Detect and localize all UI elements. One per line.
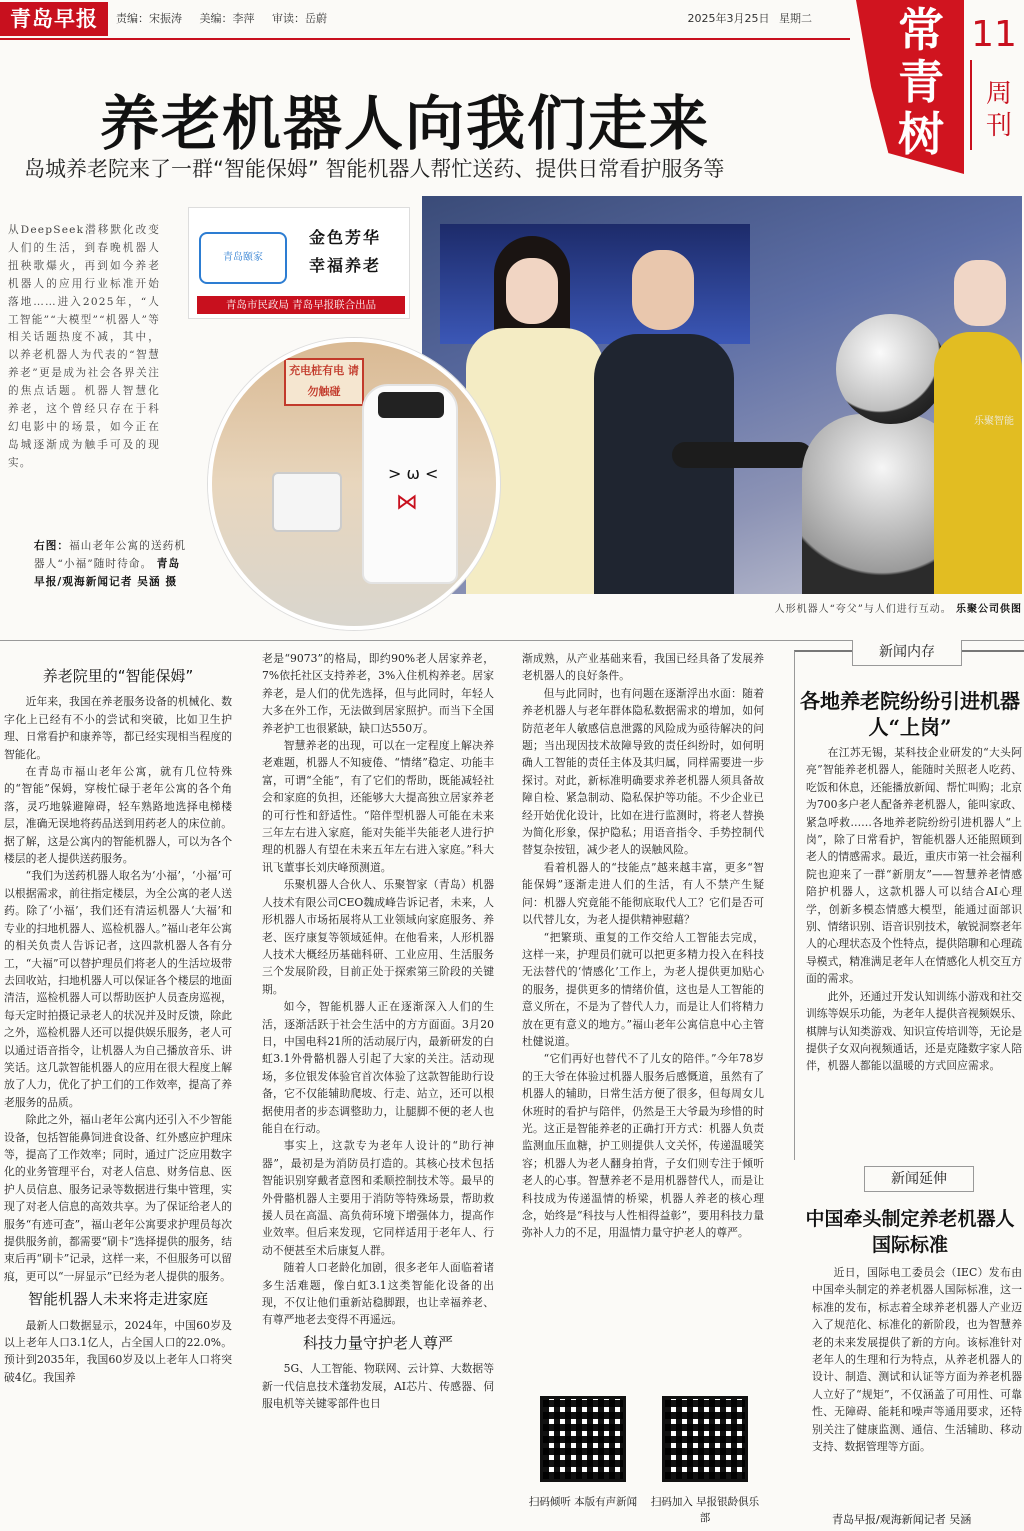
sidebar-tab-news: 新闻内存 xyxy=(852,640,962,666)
qr-label-club: 扫码加入 早报银龄俱乐部 xyxy=(650,1496,760,1524)
charging-sign: 充电桩有电 请勿触碰 xyxy=(284,358,364,406)
robot-head xyxy=(836,314,946,424)
paragraph: 事实上，这款专为老年人设计的“助行神器”，最初是为消防员打造的。其核心技术包括智能识别穿戴者意图和柔顺控制技术等。最早的外骨骼机器人主要用于消防等特殊场景，帮助救援人员在高温、高负荷环境下增强体力，提高作业效率。但后来发现，它同样适用于老年人、行动不便甚至术后康复人群。 xyxy=(262,1139,494,1257)
paragraph: 看着机器人的“技能点”越来越丰富，更多“智能保姆”逐渐走进人们的生活，有人不禁产生疑问：机器人究竟能不能彻底取代人工？它们是否可以代替儿女，为老人提供精神慰藉？ xyxy=(522,860,764,927)
paragraph: 老是“9073”的格局，即约90%老人居家养老，7%依托社区支持养老，3%入住机构养老。居家养老，是人们的优先选择，但与此同时，年轻人大多在外工作，无法做到居家照护。而当下全国养老护工也很紧缺，缺口达550万。 xyxy=(262,652,494,735)
main-photo-caption xyxy=(722,600,1022,615)
robot-arm xyxy=(672,442,812,468)
delivery-robot-xiaofu xyxy=(362,384,458,584)
column-badge xyxy=(188,207,410,319)
man-figure xyxy=(594,250,734,594)
paragraph: 在江苏无锡，某科技企业研发的“大头阿亮”智能养老机器人，能随时关照老人吃药、吃饭和休息，还能播放新闻、帮忙叫购；北京为700多户老人配备养老机器人，能叫家政、紧急呼救……各地养老院纷纷引进机器人“上岗”，除了日常看护，智能机器人还能照顾到老人的情感需求。最近，重庆市第一社会福利院也迎来了一群“新朋友”——智慧养老情感陪护机器人，这款机器人可以结合AI心理学，创新多模态情感大模型，能通过面部识别、情绪识别、语音识别技术，敏锐洞察老年人的心理状态及个性特点，提供陪聊和心理疏导模式，精准满足老年人在情感化人机交互方面的需求。 xyxy=(806,746,1022,986)
paragraph: 在青岛市福山老年公寓，就有几位特殊的“智能”保姆，穿梭忙碌于老年公寓的各个角落，灵巧地躲避障碍，轻车熟路地选择电梯楼层，准确无误地将药品送到用药老人的床位前。据了解，这是公寓内的智能机器人，可以为各个楼层的老人提供送药服务。 xyxy=(4,765,232,866)
paragraph: “把繁琐、重复的工作交给人工智能去完成，这样一来，护理员们就可以把更多精力投入在科技无法替代的‘情感化’工作上，为老人提供更加贴心的服务，提供更多的情绪价值，这也是人工智能的意义所在，不是为了替代人力，而是让人们将精力放在更有意义的地方。”福山老年公寓信息中心主管杜健说道。 xyxy=(522,930,764,1048)
paragraph: 此外，还通过开发认知训练小游戏和社交训练等娱乐功能，为老年人提供音视频娱乐、棋牌与认知类游戏、知识宣传培训等，无论是提供子女双向视频通话，还是克隆数字家人陪伴，机器人都能以温暖的方式回应需求。 xyxy=(806,989,1022,1073)
paragraph: 最新人口数据显示，2024年，中国60岁及以上老年人口3.1亿人，占全国人口的22.0%。预计到2035年，我国60岁及以上老年人口将突破4亿。我国养 xyxy=(4,1318,232,1384)
article-column-1 xyxy=(4,662,232,1386)
paragraph: “我们为送药机器人取名为‘小福’，‘小福’可以根据需求，前往指定楼层，为全公寓的老人送药。除了‘小福’，我们还有清运机器人‘大福’和专业的扫地机器人、巡检机器人。”福山老年公寓的相关负责人告诉记者，这四款机器人各有分工，“大福”可以替护理员们将老人的生活垃圾带去回收站，扫地机器人可以保证各个楼层的地面清洁，巡检机器人可以帮助医护人员查房巡视，每天定时拍摄记录老人的状况并及时反馈，除此之外，巡检机器人还可以提供娱乐服务，老人可以通过语音指令，让机器人为自己播放音乐、讲笑话。这几款智能机器人的应用在很大程度上解放了人力，优化了护工们的工作效率，提高了养老服务的品质。 xyxy=(4,869,232,1109)
paragraph: 如今，智能机器人正在逐渐深入人们的生活，逐渐活跃于社会生活中的方方面面。3月20日，中国电科21所的活动展厅内，最新研发的白虹3.1外骨骼机器人引起了大家的关注。活动现场，多位银发体验官首次体验了这款智能助行设备，它不仅能辅助爬坡、行走、站立，还可以根据使用者的步态调整助力，让腿脚不便的老人也能自在行动。 xyxy=(262,1000,494,1135)
issue-weekday: 星期二 xyxy=(779,12,812,25)
credit-proofreader: 审读：岳蔚 xyxy=(272,12,327,25)
paragraph: 渐成熟，从产业基础来看，我国已经具备了发展养老机器人的良好条件。 xyxy=(522,652,764,683)
article-column-3 xyxy=(522,650,764,1242)
sidebar-title-1: 各地养老院纷纷引进机器人“上岗” xyxy=(800,689,1020,739)
paragraph: 智慧养老的出现，可以在一定程度上解决养老难题，机器人不知疲倦、“情绪”稳定、功能丰富，可谓“全能”，有了它们的帮助，既能减轻社会和家庭的负担，还能够大大提高独立居家养老的可行性和舒适性。“陪伴型机器人可能在未来三年左右进入家庭，能对失能半失能老人进行护理的机器人有望在未来五年左右进入家庭。”科大讯飞董事长刘庆峰预测道。 xyxy=(262,739,494,874)
section-heading-nursing: 养老院里的“智能保姆” xyxy=(42,667,194,685)
section-heading-future: 智能机器人未来将走进家庭 xyxy=(27,1290,208,1309)
page-number: 11 xyxy=(971,14,1017,55)
paragraph: 但与此同时，也有问题在逐渐浮出水面：随着养老机器人与老年群体隐私数据需求的增加，如何防范老年人敏感信息泄露的风险成为亟待解决的问题；当出现因技术故障导致的责任纠纷时，如何明确人工智能的责任主体及其归属，同样需要进一步探讨。对此，新标准明确要求养老机器人须具备故障自检、紧急制动、隐私保护等功能。不少企业已经开始优化设计，比如在进行监测时，将老人替换为简化形象，保护隐私；用语音指令、手势控制代替复杂按钮，减少老人的误触风险。 xyxy=(522,686,764,857)
article-column-2 xyxy=(262,650,494,1412)
main-photo xyxy=(422,196,1022,594)
photo-credit: 乐聚公司供图 xyxy=(956,604,1022,615)
brand-divider xyxy=(970,60,972,150)
section-heading-dignity: 科技力量守护老人尊严 xyxy=(302,1333,453,1352)
photo-caption-text: 人形机器人“夸父”与人们进行互动。 xyxy=(774,604,952,615)
newspaper-logo: 青岛早报 xyxy=(0,2,108,36)
photo-watermark: 乐聚智能 xyxy=(974,416,1014,427)
section-brand xyxy=(856,0,1024,174)
editor-credits xyxy=(116,10,341,26)
page-subheadline: 岛城养老院来了一群“智能保姆” 智能机器人帮忙送药、提供日常看护服务等 xyxy=(24,157,725,181)
qr-label-audio: 扫码倾听 本版有声新闻 xyxy=(528,1496,638,1508)
paragraph: 乐聚机器人合伙人、乐聚智家（青岛）机器人技术有限公司CEO魏成峰告诉记者，未来，人形机器人市场拓展将从工业领域向家庭服务、养老、医疗康复等领域延伸。在他看来，人形机器人技术大概经历基础科研、工业应用、生活服务三个发展阶段，目前正处于探索第三阶段的关键期。 xyxy=(262,878,494,996)
paragraph: 近日，国际电工委员会（IEC）发布由中国牵头制定的养老机器人国际标准，这一标准的发布，标志着全球养老机器人产业迈入了规范化、标准化的新阶段，也为智慧养老的未来发展提供了新的方向。该标准针对老年人的生理和行为特点，从养老机器人的设计、制造、测试和认证等方面为养老机器人立好了“规矩”，不仅涵盖了可用性、可靠性、无障碍、能耗和噪声等通用要求，还特别关注了健康监测、通信、生活辅助、移动支持、数据管理等方面。 xyxy=(812,1266,1022,1454)
badge-slogan: 金色芳华 幸福养老 xyxy=(309,228,382,275)
paragraph: 随着人口老龄化加剧，很多老年人面临着诸多生活难题，像白虹3.1这类智能化设备的出现，不仅让他们重新站稳脚跟，也让幸福养老、有尊严地老去变得不再遥远。 xyxy=(262,1261,494,1327)
masthead-rule xyxy=(0,38,850,40)
charging-device xyxy=(272,472,342,532)
caption-text: 福山老年公寓的送药机器人“小福”随时待命。 xyxy=(34,540,187,570)
man-face xyxy=(632,250,694,330)
circle-photo xyxy=(208,338,500,630)
credit-editor: 责编：宋振涛 xyxy=(116,12,182,25)
caption-lead: 右图： xyxy=(34,540,70,552)
sidebar-tab-extension: 新闻延伸 xyxy=(864,1166,974,1192)
robot-screen xyxy=(378,392,444,418)
sidebar-title-2: 中国牵头制定养老机器人国际标准 xyxy=(805,1208,1015,1256)
sidebar-body-2 xyxy=(812,1264,1022,1455)
qingdao-yijia-logo xyxy=(199,232,287,284)
qr-code-audio-news[interactable] xyxy=(540,1396,626,1482)
credit-designer: 美编：李萍 xyxy=(199,12,255,25)
staff-figure xyxy=(934,260,1022,594)
section-name: 常青树 xyxy=(898,3,944,161)
reporter-byline: 青岛早报/观海新闻记者 吴涵 xyxy=(832,1513,972,1526)
dateline xyxy=(682,10,813,26)
staff-face xyxy=(954,260,1006,326)
issue-date: 2025年3月25日 xyxy=(687,12,770,25)
paragraph: 近年来，我国在养老服务设备的机械化、数字化上已经有不小的尝试和突破，比如卫生护理、日常看护和康养等，都已经实现相当程度的智能化。 xyxy=(4,695,232,761)
woman-face xyxy=(506,258,558,324)
caption-credit: 青岛早报/观海新闻记者 吴涵 摄 xyxy=(34,557,181,588)
paragraph: 5G、人工智能、物联网、云计算、大数据等新一代信息技术蓬勃发展，AI芯片、传感器、伺服电机等关键零部件也日 xyxy=(262,1362,494,1411)
qr-code-club[interactable] xyxy=(662,1396,748,1482)
paragraph: 除此之外，福山老年公寓内还引入不少智能设备，包括智能鼻饲进食设备、红外感应护理床等，提高了工作效率；同时，通过广泛应用数字化的业务管理平台，对老人信息、财务信息、医护人员信息、服务记录等数据进行集中管理，实现了对老人信息的高效共享。为了保证给老人的服务“有迹可查”，福山老年公寓要求护理员每次提供服务前，都需要“刷卡”选择提供的服务，结束后再“刷卡”记录，这样一来，不但服务可以留痕，更可以“一屏显示”已经为老人提供的服务。 xyxy=(4,1113,232,1283)
circle-photo-caption xyxy=(34,538,188,592)
robot-face-icon: > ω < xyxy=(388,464,439,483)
sidebar-body-1 xyxy=(806,744,1022,1075)
logo-text: 青岛颐家 xyxy=(223,252,263,263)
intro-paragraph: 从DeepSeek潜移默化改变人们的生活，到春晚机器人扭秧歌爆火，再到如今养老机器人的应用行业标准开始落地……进入2025年，“人工智能”“大模型”“机器人”等相关话题热度不减，其中，以养老机器人为代表的“智慧养老”更是成为社会各界关注的焦点话题。机器人智慧化养老，这个曾经只存在于科幻电影中的场景，如今正在岛城逐渐成为触手可及的现实。 xyxy=(8,224,160,469)
bow-tie-icon: ⋈ xyxy=(396,490,418,515)
badge-producer-strip: 青岛市民政局 青岛早报联合出品 xyxy=(197,296,405,314)
paragraph: “它们再好也替代不了儿女的陪伴。”今年78岁的王大爷在体验过机器人服务后感慨道，虽然有了机器人的辅助，日常生活方便了很多，但每周女儿休班时的看护与陪伴，仍然是王大爷最为珍惜的时光。这正是智能养老的正确打开方式：机器人负责监测血压血糖，护工则提供人文关怀，传递温暖笑容；机器人为老人翻身拍背，子女们则专注于倾听老人的心事。智慧养老不是用机器替代人，而是让科技成为传递温情的桥梁，机器人养老的核心理念，始终是“科技与人性相得益彰”，要用科技力量弥补人力的不足，用温情力量守护老人的尊严。 xyxy=(522,1052,764,1240)
page-headline: 养老机器人向我们走来 xyxy=(100,89,711,158)
section-frequency: 周刊 xyxy=(985,79,1012,141)
staff-jacket xyxy=(934,332,1022,594)
